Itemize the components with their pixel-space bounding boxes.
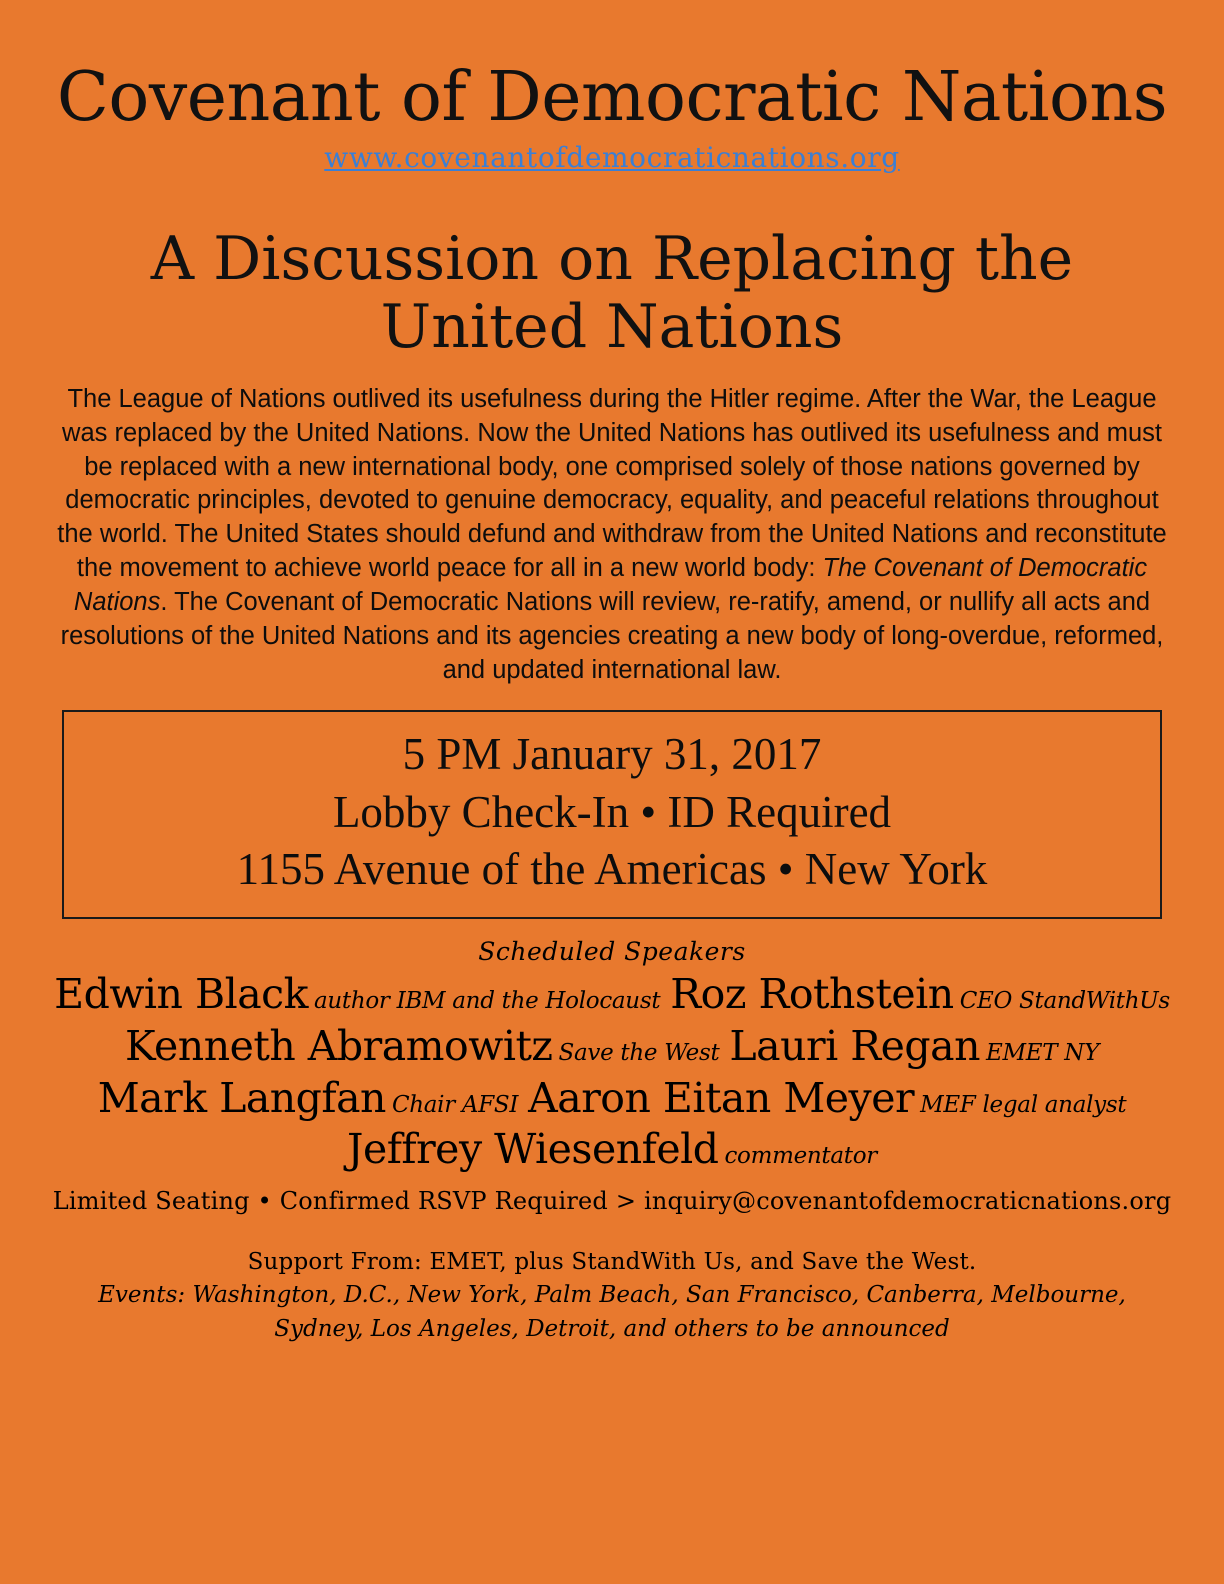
footer-support-line: Support From: EMET, plus StandWith Us, and Save the West. <box>247 1249 977 1276</box>
speaker-role: MEF legal analyst <box>920 1091 1127 1118</box>
masthead <box>38 0 1186 174</box>
speaker-role: commentator <box>724 1143 877 1170</box>
speaker-role: CEO StandWithUs <box>959 987 1170 1014</box>
event-description-part-1: The League of Nations outlived its usefulness during the Hitler regime. After the War, the League was replaced by the United Nations. Now the United Nations has outlived its usefulness and must be replaced with a new international body, one comprised solely of those nations governed by democratic principles, devoted to genuine democracy, equality, and peaceful relations throughout the world. The United States should defund and withdraw from the United Nations and reconstitute the movement to achieve world peace for all in a new world body: <box>57 384 1167 583</box>
event-description-emphasis: The Covenant of Democratic Nations <box>73 554 1148 617</box>
speaker-role: author IBM and the Holocaust <box>313 987 661 1014</box>
speaker-row <box>38 969 1186 1018</box>
event-checkin-info: Lobby Check-In • ID Required <box>332 786 892 837</box>
speaker-name: Roz Rothstein <box>670 969 954 1018</box>
speaker-name: Lauri Regan <box>729 1021 980 1070</box>
speaker-role: Chair AFSI <box>391 1091 519 1118</box>
speaker-name: Jeffrey Wiesenfeld <box>347 1125 719 1174</box>
speaker-row <box>38 1127 1186 1173</box>
speakers-section <box>38 937 1186 1216</box>
speaker-role: Save the West <box>558 1039 720 1066</box>
organization-title: Covenant of Democratic Nations <box>56 58 1168 137</box>
event-datetime: 5 PM January 31, 2017 <box>402 728 822 779</box>
event-title-line-2: United Nations <box>380 291 844 362</box>
event-description-part-2: . The Covenant of Democratic Nations will review, re-ratify, amend, or nullify all acts and resolutions of the United Nations and its agencies creating a new body of long-overdue, reformed, and updated international law. <box>60 588 1164 685</box>
rsvp-line[interactable]: Limited Seating • Confirmed RSVP Required > inquiry@covenantofdemocraticnations.org <box>52 1187 1172 1216</box>
footer-events-line: Events: Washington, D.C., New York, Palm Beach, San Francisco, Canberra, Melbourne, Sydney, Los Angeles, Detroit, and others to be announced <box>98 1282 1126 1342</box>
speakers-heading: Scheduled Speakers <box>478 936 746 966</box>
speaker-row <box>38 1021 1186 1070</box>
speaker-name: Aaron Eitan Meyer <box>528 1073 915 1122</box>
speaker-name: Edwin Black <box>54 969 308 1018</box>
speaker-name: Mark Langfan <box>97 1073 386 1122</box>
event-description <box>46 383 1178 688</box>
event-title-line-1: A Discussion on Replacing the <box>150 224 1074 295</box>
event-details-box <box>62 710 1162 919</box>
speaker-name: Kenneth Abramowitz <box>125 1021 553 1070</box>
event-location: 1155 Avenue of the Americas • New York <box>236 844 988 895</box>
event-title <box>90 226 1134 360</box>
footer <box>38 1249 1186 1346</box>
speaker-row <box>38 1073 1186 1122</box>
organization-website-link[interactable]: www.covenantofdemocraticnations.org <box>324 141 900 175</box>
speaker-role: EMET NY <box>985 1039 1099 1066</box>
